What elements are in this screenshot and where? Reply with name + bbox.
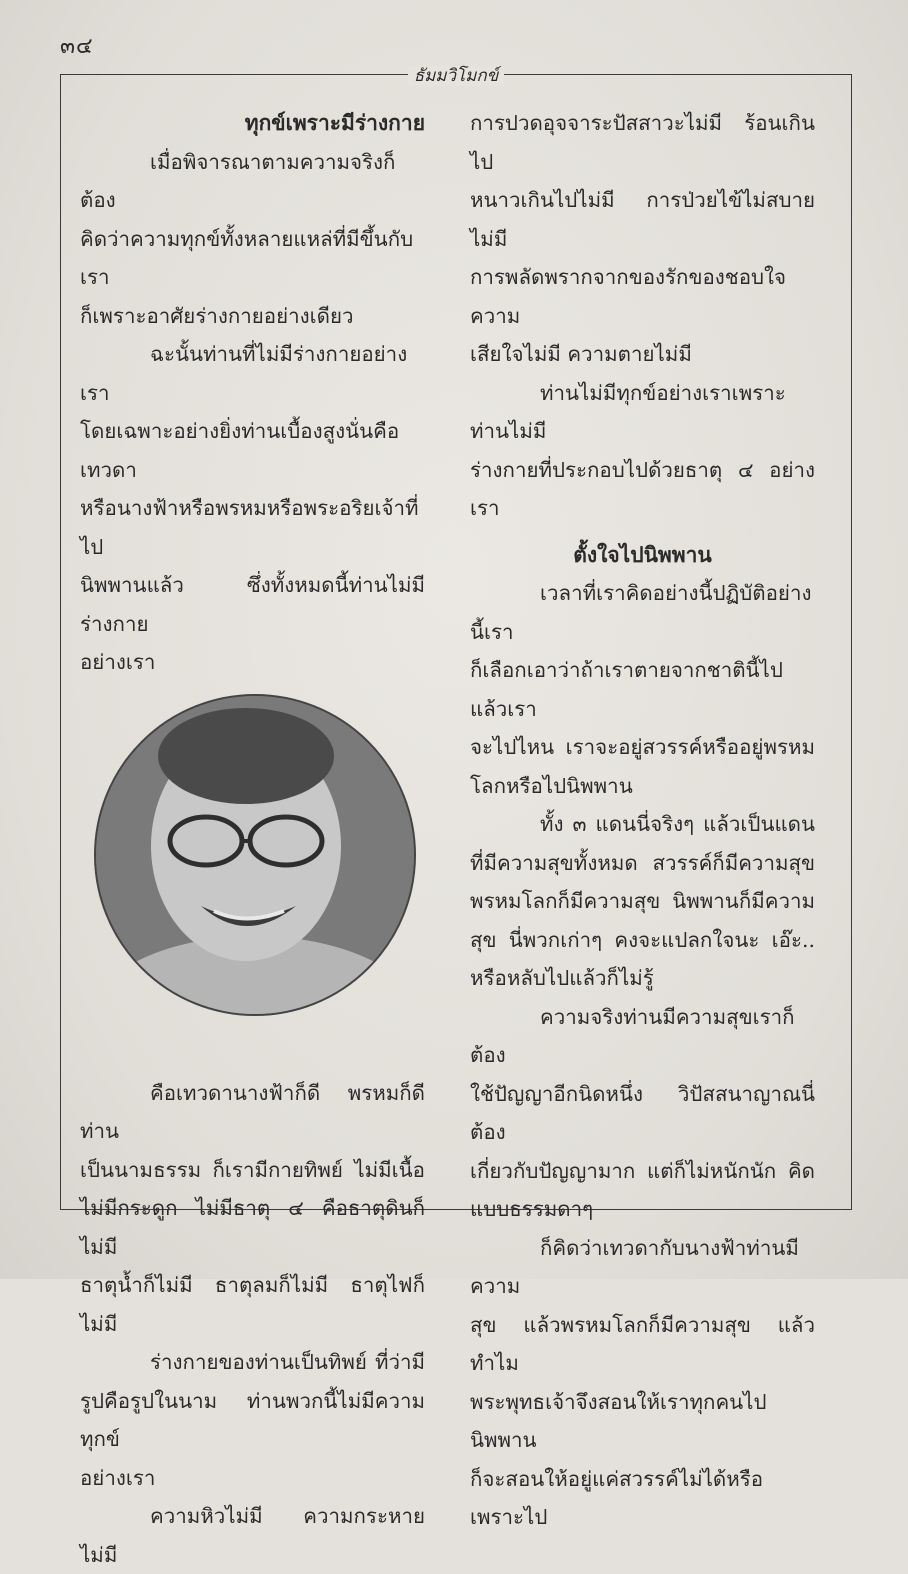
portrait-image [96,696,414,1014]
paragraph-line: แบบธรรมดาๆ [470,1197,594,1221]
section-heading-suffering: ทุกข์เพราะมีร่างกาย [244,110,425,135]
paragraph-line: ความหิวไม่มี ความกระหายไม่มี [80,1504,425,1567]
paragraph-line: รูปคือรูปในนาม ท่านพวกนี้ไม่มีความทุกข์ [80,1388,425,1451]
paragraph-line: การพลัดพรากจากของรักของชอบใจความ [470,265,787,328]
running-header [61,62,851,89]
paragraph-line: พระพุทธเจ้าจึงสอนให้เราทุกคนไปนิพพาน [470,1389,767,1452]
paragraph-line: หรือหลับไปแล้วก็ไม่รู้ [470,966,654,990]
paragraph-line: การปวดอุจจาระปัสสาวะไม่มี ร้อนเกินไป [470,111,815,174]
paragraph-line: อย่างเรา [80,650,156,674]
paragraph-line: ใช้ปัญญาอีกนิดหนึ่ง วิปัสสนาญาณนี่ต้อง [470,1081,815,1144]
paragraph-line: จะไปไหน เราจะอยู่สวรรค์หรืออยู่พรหม [470,735,815,759]
paragraph-line: ทั้ง ๓ แดนนี่จริงๆ แล้วเป็นแดน [540,812,815,836]
paragraph-line: ที่มีความสุขทั้งหมด สวรรค์ก็มีความสุข [470,850,815,875]
paragraph-line: โลกหรือไปนิพพาน [470,773,633,798]
paragraph-line: คือเทวดานางฟ้าก็ดี พรหมก็ดี ท่าน [80,1080,425,1143]
portrait-photo [94,694,416,1016]
spacer [470,528,815,536]
left-column [80,104,425,1574]
paragraph-line: ธาตุน้ำก็ไม่มี ธาตุลมก็ไม่มี ธาตุไฟก็ไม่มี [80,1273,425,1336]
paragraph-line: ไม่มีกระดูก ไม่มีธาตุ ๔ คือธาตุดินก็ไม่มี [80,1196,425,1259]
section-heading-nirvana: ตั้งใจไปนิพพาน [573,541,712,567]
page-number: ๓๔ [60,34,94,59]
paragraph-line: สุข นี่พวกเก่าๆ คงจะแปลกใจนะ เอ๊ะ.. [470,927,815,952]
paragraph-line: นิพพานแล้ว ซึ่งทั้งหมดนี้ท่านไม่มีร่างกาย [80,573,425,636]
paragraph-line: เป็นนามธรรม ก็เรามีกายทิพย์ ไม่มีเนื้อ [80,1157,425,1182]
paragraph-line: อย่างเรา [80,1465,156,1490]
paragraph-line: โดยเฉพาะอย่างยิ่งท่านเบื้องสูงนั่นคือเทวดา [80,419,400,482]
paragraph-line: ก็คิดว่าเทวดากับนางฟ้าท่านมีความ [470,1235,799,1298]
paragraph-line: ท่านไม่มีทุกข์อย่างเราเพราะท่านไม่มี [470,380,786,443]
paragraph-line: ก็จะสอนให้อยู่แค่สวรรค์ไม่ได้หรือเพราะไป [470,1466,764,1529]
photo-area [80,682,425,1074]
paragraph-line: สุข แล้วพรหมโลกก็มีความสุข แล้วทำไม [470,1312,815,1375]
paragraph-line: ก็เพราะอาศัยร่างกายอย่างเดียว [80,303,354,328]
paragraph-line: ร่างกายที่ประกอบไปด้วยธาตุ ๔ อย่างเรา [470,457,815,520]
paragraph-line: เกี่ยวกับปัญญามาก แต่ก็ไม่หนักนัก คิด [470,1158,815,1183]
paragraph-line: เสียใจไม่มี ความตายไม่มี [470,342,692,366]
paragraph-line: พรหมโลกก็มีความสุข นิพพานก็มีความ [470,889,815,913]
paragraph-line: ฉะนั้นท่านที่ไม่มีร่างกายอย่างเรา [80,342,408,405]
paragraph-line: หนาวเกินไปไม่มี การป่วยไข้ไม่สบายไม่มี [470,188,815,251]
paragraph-line: เวลาที่เราคิดอย่างนี้ปฏิบัติอย่างนี้เรา [470,581,812,644]
paragraph-line: หรือนางฟ้าหรือพรหมหรือพระอริยเจ้าที่ไป [80,496,419,559]
running-header-title: ธัมมวิโมกข์ [408,66,505,86]
paragraph-line: ร่างกายของท่านเป็นทิพย์ ที่ว่ามี [150,1350,425,1374]
right-column [470,104,815,1537]
paragraph-line: ก็เลือกเอาว่าถ้าเราตายจากชาตินี้ไปแล้วเรา [470,658,783,721]
paragraph-line: ความจริงท่านมีความสุขเราก็ต้อง [470,1004,795,1067]
paragraph-line: คิดว่าความทุกข์ทั้งหลายแหล่ที่มีขึ้นกับเรา [80,226,414,289]
paragraph-line: เมื่อพิจารณาตามความจริงก็ต้อง [80,149,396,212]
